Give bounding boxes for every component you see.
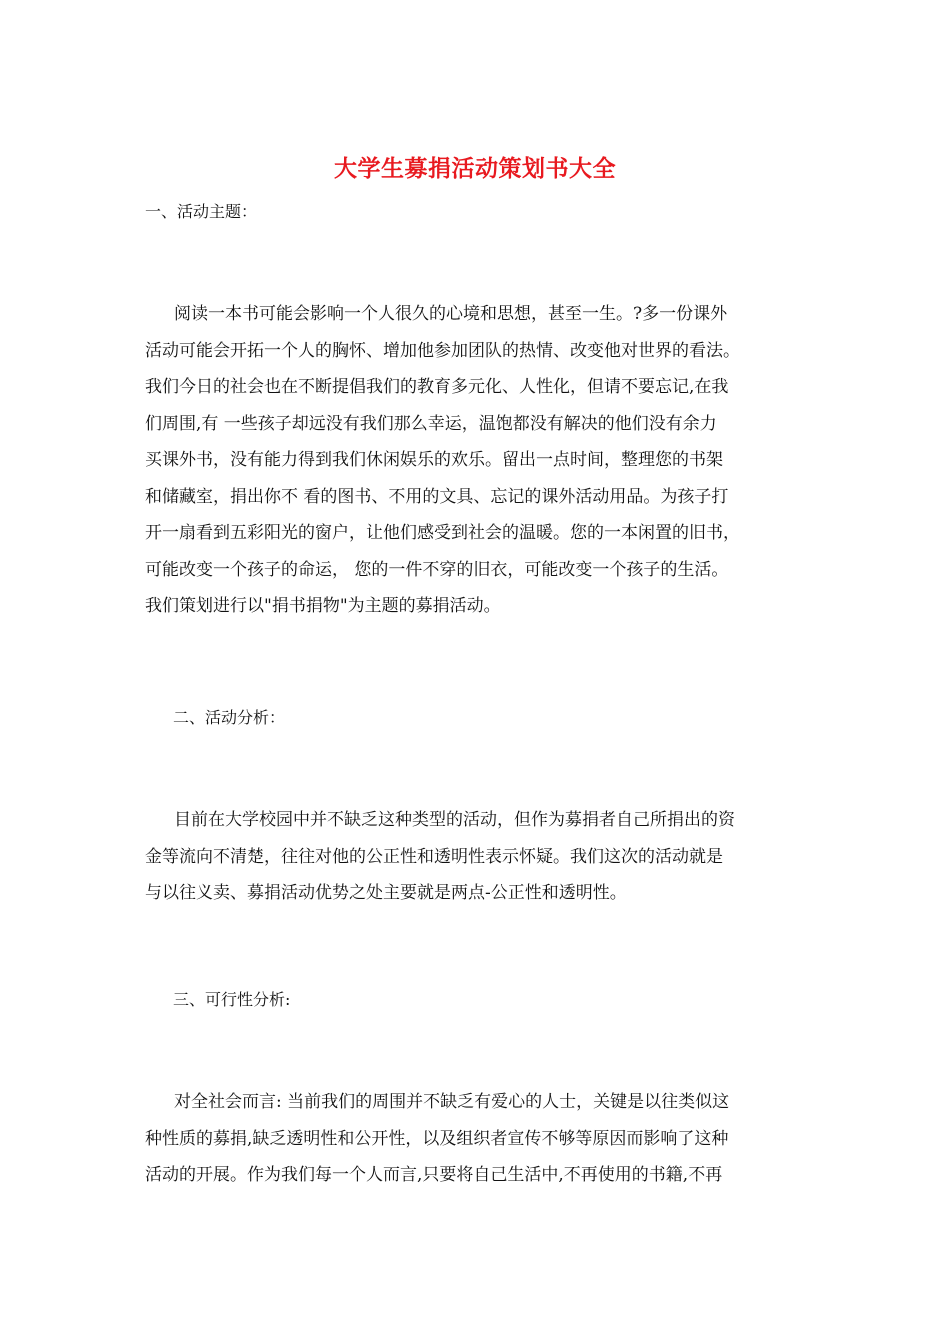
paragraph-line: 我们今日的社会也在不断提倡我们的教育多元化、人性化，但请不要忘记,在我 — [145, 377, 729, 397]
paragraph-line: 我们策划进行以"捐书捐物"为主题的募捐活动。 — [145, 596, 501, 616]
paragraph-line: 可能改变一个孩子的命运， 您的一件不穿的旧衣，可能改变一个孩子的生活。 — [145, 559, 729, 580]
paragraph-line: 与以往义卖、募捐活动优势之处主要就是两点-公正性和透明性。 — [145, 883, 627, 903]
section-heading-analysis: 二、活动分析： — [173, 708, 286, 727]
section-heading-feasibility: 三、可行性分析: — [173, 990, 291, 1009]
paragraph-theme — [145, 296, 809, 625]
paragraph-line: 种性质的募捐,缺乏透明性和公开性，以及组织者宣传不够等原因而影响了这种 — [145, 1128, 729, 1149]
section-heading-theme: 一、活动主题： — [145, 202, 258, 221]
paragraph-line: 开一扇看到五彩阳光的窗户，让他们感受到社会的温暖。您的一本闲置的旧书， — [145, 523, 740, 543]
document-title: 大学生募捐活动策划书大全 — [334, 155, 616, 182]
paragraph-line: 金等流向不清楚，往往对他的公正性和透明性表示怀疑。我们这次的活动就是 — [145, 846, 723, 867]
paragraph-line: 目前在大学校园中并不缺乏这种类型的活动，但作为募捐者自己所捐出的资 — [174, 810, 735, 830]
paragraph-line: 们周围,有 一些孩子却远没有我们那么幸运，温饱都没有解决的他们没有余力 — [145, 413, 717, 434]
paragraph-line: 买课外书，没有能力得到我们休闲娱乐的欢乐。留出一点时间，整理您的书架 — [145, 450, 723, 470]
paragraph-feasibility — [145, 1084, 809, 1194]
paragraph-line: 阅读一本书可能会影响一个人很久的心境和思想，甚至一生。?多一份课外 — [174, 304, 728, 324]
paragraph-line: 和储藏室，捐出你不 看的图书、不用的文具、忘记的课外活动用品。为孩子打 — [145, 486, 729, 507]
paragraph-line: 对全社会而言: 当前我们的周围并不缺乏有爱心的人士，关键是以往类似这 — [174, 1092, 730, 1112]
paragraph-analysis — [145, 802, 809, 912]
paragraph-line: 活动可能会开拓一个人的胸怀、增加他参加团队的热情、改变他对世界的看法。 — [145, 340, 740, 361]
paragraph-line: 活动的开展。作为我们每一个人而言,只要将自己生活中,不再使用的书籍,不再 — [145, 1165, 723, 1185]
